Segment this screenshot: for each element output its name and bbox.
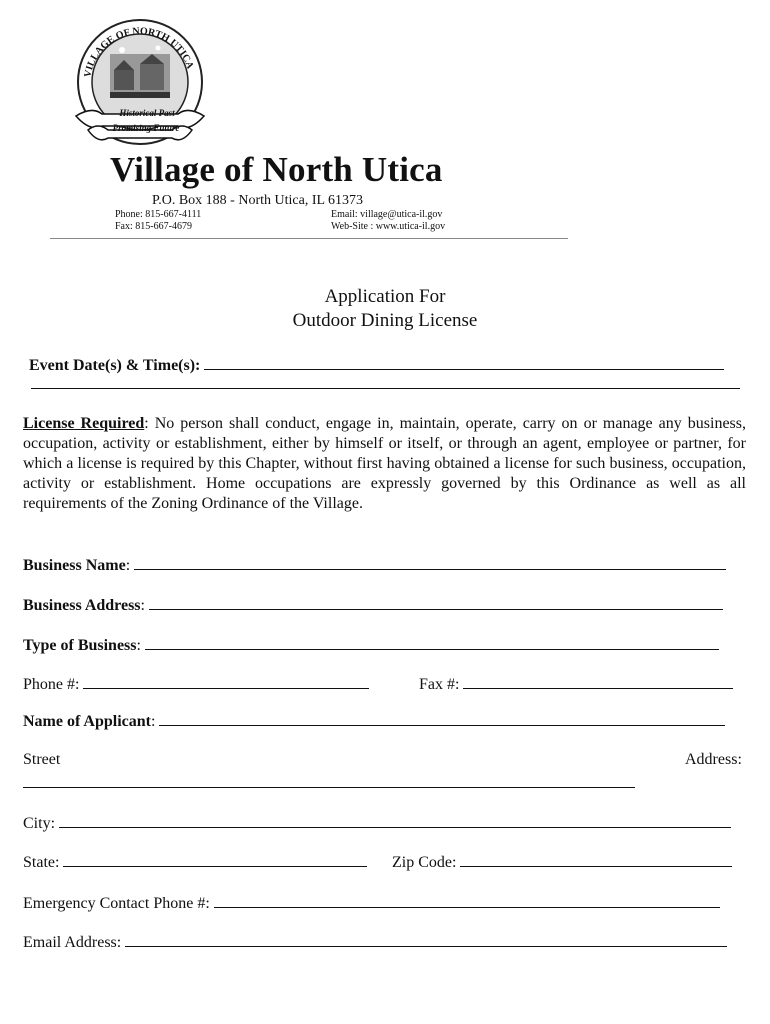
state-blank[interactable] [63,852,367,867]
type-of-business-label: Type of Business [23,637,137,654]
fax-number: Fax: 815-667-4679 [115,221,192,232]
applicant-name-field[interactable]: Name of Applicant: [23,711,725,731]
license-required-text: : No person shall conduct, engage in, maintain, operate, carry on or manage any business, occupation, activity or establishment, either by himself or itself, or through an agent, employee or partner, for which a license is required by this Chapter, without first having obtained a license for such business, occupation, activity or establishment. Home occupations are expressly governed by this Ordinance as well as all requirements of the Zoning Ordinance of the Village. [23,415,746,512]
fax-blank[interactable] [463,674,733,689]
business-name-label: Business Name [23,557,126,574]
zip-code-label: Zip Code: [392,854,457,871]
zip-code-blank[interactable] [460,852,732,867]
fax-label: Fax #: [419,676,460,693]
website: Web-Site : www.utica-il.gov [331,221,446,232]
address-label: Address: [685,751,742,768]
mailing-address: P.O. Box 188 - North Utica, IL 61373 [152,193,364,208]
city-label: City: [23,815,56,832]
zip-code-field[interactable] [392,852,732,872]
email-blank[interactable] [125,932,727,947]
type-of-business-field[interactable]: Type of Business: [23,635,719,655]
business-address-label: Business Address [23,597,141,614]
organization-name: Village of North Utica [110,150,443,189]
phone-label: Phone #: [23,676,80,693]
form-title-line-1: Application For [324,286,446,307]
emergency-contact-field[interactable] [23,893,720,913]
street-address-blank[interactable] [23,787,635,788]
applicant-name-blank[interactable] [159,711,725,726]
seal-banner-top: Historical Past [119,108,175,118]
emergency-contact-label: Emergency Contact Phone #: [23,895,210,912]
form-title-line-2: Outdoor Dining License [292,310,478,331]
event-dates-blank[interactable] [204,355,724,370]
svg-text:VILLAGE OF NORTH UTICA: VILLAGE OF NORTH UTICA [82,25,196,79]
city-blank[interactable] [59,813,731,828]
email-label: Email Address: [23,934,122,951]
event-dates-field[interactable] [29,355,724,375]
event-dates-blank-line-2[interactable] [31,388,740,389]
state-label: State: [23,854,60,871]
license-required-paragraph [23,414,746,514]
phone-field[interactable] [23,674,369,694]
emergency-contact-blank[interactable] [214,893,720,908]
type-of-business-blank[interactable] [145,635,719,650]
business-address-blank[interactable] [149,595,723,610]
applicant-name-label: Name of Applicant [23,713,151,730]
event-dates-label: Event Date(s) & Time(s): [29,357,201,374]
phone-blank[interactable] [83,674,369,689]
email-address: Email: village@utica-il.gov [331,209,443,220]
business-name-field[interactable]: Business Name: [23,555,726,575]
fax-field[interactable] [419,674,733,694]
street-label: Street [23,751,61,768]
phone-number: Phone: 815-667-4111 [115,209,202,220]
state-field[interactable] [23,852,367,872]
business-name-blank[interactable] [134,555,726,570]
email-field[interactable] [23,932,727,952]
seal-banner-bottom: Promising Future [112,123,180,133]
letterhead-divider [50,238,568,239]
license-required-label: License Required [23,415,145,432]
city-field[interactable] [23,813,731,833]
village-seal-logo [62,14,212,154]
business-address-field[interactable]: Business Address: [23,595,723,615]
